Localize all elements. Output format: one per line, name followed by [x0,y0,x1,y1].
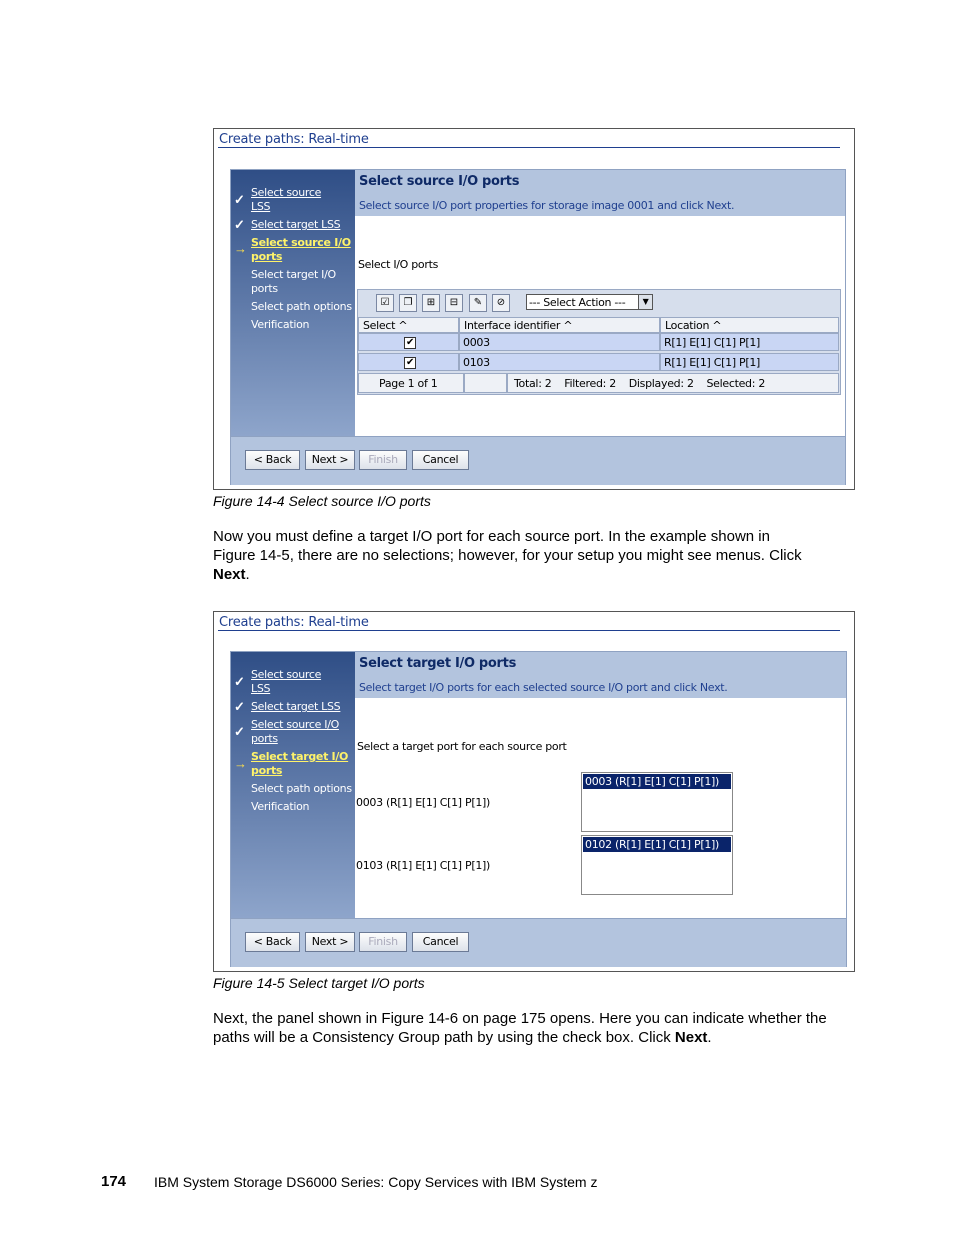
source-port-label: 0003 (R[1] E[1] C[1] P[1]) [356,796,490,809]
page-number: 174 [101,1173,127,1190]
figure-caption: Figure 14-5 Select target I/O ports [213,975,425,991]
target-port-listbox[interactable] [581,772,733,832]
step-select-target-lss[interactable]: Select target LSS [251,218,341,231]
checkmark-icon: ✓ [234,217,245,232]
table-cell-interface: 0003 [459,333,660,351]
column-header-select[interactable]: Select ^ [358,317,459,333]
wizard-button-bar [231,918,846,967]
content-title: Select target I/O ports [359,656,517,671]
step-select-source-io-ports[interactable]: Select source I/O ports [251,236,351,263]
table-row-select-cell[interactable] [358,353,459,371]
wizard-steps-sidebar [231,652,355,918]
source-port-label: 0103 (R[1] E[1] C[1] P[1]) [356,859,490,872]
step-select-path-options: Select path options [251,300,352,313]
checkmark-icon: ✓ [234,724,245,739]
step-verification: Verification [251,318,310,331]
list-item-selected[interactable]: 0003 (R[1] E[1] C[1] P[1]) [583,774,731,789]
column-header-interface[interactable]: Interface identifier ^ [459,317,660,333]
sort-icon: ^ [712,319,722,332]
next-button[interactable]: Next > [305,450,355,470]
checkmark-icon: ✓ [234,192,245,207]
back-button[interactable]: < Back [245,450,300,470]
select-all-icon[interactable]: ☑ [376,294,394,312]
table-row-select-cell[interactable] [358,333,459,351]
wizard-content [355,170,845,436]
finish-button: Finish [359,450,407,470]
clear-filter-icon[interactable]: ⊟ [445,294,463,312]
step-select-target-io-ports: Select target I/O ports [251,268,336,295]
content-subtitle: Select target I/O ports for each selected source I/O port and click Next. [359,681,728,694]
cancel-button[interactable]: Cancel [412,932,469,952]
figure-14-5 [213,611,855,972]
sort-icon: ^ [563,319,573,332]
show-filter-icon[interactable]: ⊞ [422,294,440,312]
title-rule [218,630,840,631]
checkmark-icon: ✓ [234,674,245,689]
back-button[interactable]: < Back [245,932,300,952]
step-select-source-lss[interactable]: Select source LSS [251,668,322,695]
content-header [355,170,845,216]
step-select-target-io-ports[interactable]: Select target I/O ports [251,750,349,777]
section-label: Select I/O ports [358,258,439,271]
content-subtitle: Select source I/O port properties for storage image 0001 and click Next. [359,199,735,212]
table-footer-spacer [464,373,507,393]
body-paragraph: Next, the panel shown in Figure 14-6 on page 175 opens. Here you can indicate whether the paths will be a Consistency Group path by using the check box. Click Next. [213,1010,827,1046]
io-ports-table [357,289,841,395]
title-rule [218,147,840,148]
figure-caption: Figure 14-4 Select source I/O ports [213,493,431,509]
deselect-all-icon[interactable]: ❐ [399,294,417,312]
content-header [355,652,846,698]
step-select-path-options: Select path options [251,782,352,795]
table-footer-page: Page 1 of 1 [358,373,464,393]
window-title: Create paths: Real-time [219,132,369,147]
table-footer-counts: Total: 2 Filtered: 2 Displayed: 2 Selected: 2 [507,373,839,393]
chevron-down-icon: ▼ [638,295,652,309]
table-cell-location: R[1] E[1] C[1] P[1] [660,333,839,351]
row-checkbox[interactable]: ✔ [405,337,415,348]
finish-button: Finish [359,932,407,952]
content-title: Select source I/O ports [359,174,520,189]
select-action-dropdown[interactable]: --- Select Action --- ▼ [526,294,653,310]
section-label: Select a target port for each source port [357,740,567,753]
edit-sort-icon[interactable]: ✎ [469,294,487,312]
target-port-listbox[interactable] [581,835,733,895]
checkmark-icon: ✓ [234,699,245,714]
wizard-button-bar [231,436,845,485]
step-select-target-lss[interactable]: Select target LSS [251,700,341,713]
cancel-button[interactable]: Cancel [412,450,469,470]
wizard-panel [230,169,846,485]
wizard-panel [230,651,847,967]
body-paragraph: Now you must define a target I/O port for each source port. In the example shown in Figure 14-5, there are no selections; however, for your setup you might see menus. Click Next. [213,528,802,583]
book-title: IBM System Storage DS6000 Series: Copy Services with IBM System z [154,1174,598,1190]
table-cell-interface: 0103 [459,353,660,371]
figure-14-4 [213,128,855,490]
step-select-source-lss[interactable]: Select source LSS [251,186,322,213]
row-checkbox[interactable]: ✔ [405,357,415,368]
list-item-selected[interactable]: 0102 (R[1] E[1] C[1] P[1]) [583,837,731,852]
wizard-content [355,652,846,918]
arrow-right-icon: → [234,756,247,771]
clear-sort-icon[interactable]: ⊘ [492,294,510,312]
next-button[interactable]: Next > [305,932,355,952]
step-verification: Verification [251,800,310,813]
sort-icon: ^ [398,319,408,332]
arrow-right-icon: → [234,241,247,256]
column-header-location[interactable]: Location ^ [660,317,839,333]
window-title: Create paths: Real-time [219,615,369,630]
table-cell-location: R[1] E[1] C[1] P[1] [660,353,839,371]
wizard-steps-sidebar [231,170,355,436]
step-select-source-io-ports[interactable]: Select source I/O ports [251,718,339,745]
